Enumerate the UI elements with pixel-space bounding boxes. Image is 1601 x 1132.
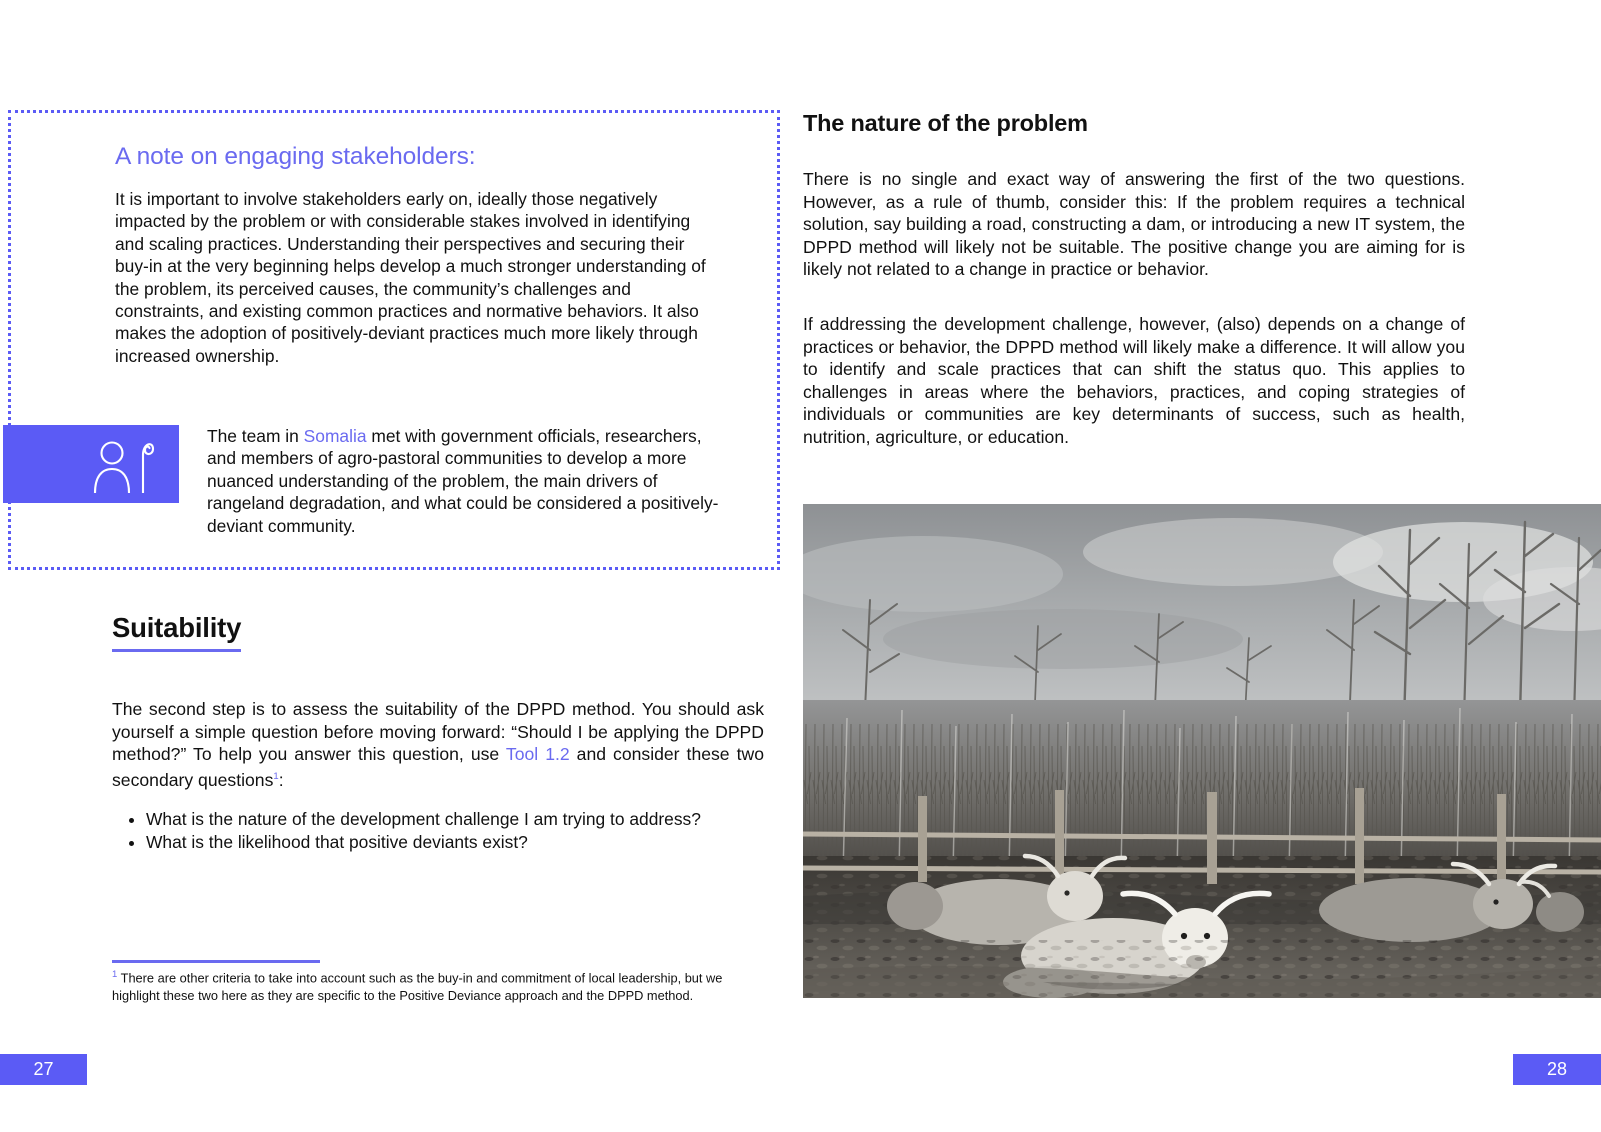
footnote-reference[interactable]: 1: [273, 770, 279, 782]
somalia-link[interactable]: Somalia: [303, 426, 367, 446]
footnote-body: There are other criteria to take into account such as the buy-in and commitment of local leadership, but we highlight these two here as they are specific to the Positive Deviance approach and the DPPD method.: [112, 970, 723, 1004]
example-text-before: The team in: [207, 426, 304, 446]
footnote-separator: [112, 960, 320, 963]
stakeholder-callout-box: [8, 110, 780, 570]
page-number-badge-right: 28: [1513, 1054, 1601, 1085]
pastoralist-with-staff-icon: [91, 437, 157, 493]
example-text-after: met with government officials, researchers, and members of agro-pastoral communities to develop a more nuanced understanding of the problem, the main drivers of rangeland degradation, and what could be considered a positively-deviant community.: [207, 426, 719, 536]
page-title: Suitability: [112, 612, 241, 652]
tool-1-2-link[interactable]: Tool 1.2: [505, 744, 570, 765]
callout-title: A note on engaging stakeholders:: [115, 143, 476, 170]
suitability-paragraph: [112, 698, 764, 791]
page-number-badge-left: 27: [0, 1054, 87, 1085]
right-paragraph-1: There is no single and exact way of answering the first of the two questions. However, as a rule of thumb, consider this: If the problem requires a technical solution, say building a road, constructing a dam, or introducing a new IT system, the DPPD method will likely not be suitable. The positive change you are aiming for is likely not related to a change in practice or behavior.: [803, 169, 1465, 280]
list-item: • What is the nature of the development challenge I am trying to address?: [146, 808, 786, 830]
right-paragraph-2: If addressing the development challenge, however, (also) depends on a change of practices or behavior, the DPPD method will likely make a difference. It will allow you to identify and scale practices that can shift the status quo. This applies to challenges in areas where the behaviors, practices, and coping strategies of individuals or communities are key determinants of success, such as health, nutrition, agriculture, or education.: [803, 314, 1465, 447]
list-item: • What is the likelihood that positive deviants exist?: [146, 831, 786, 853]
suitability-text-after: and consider these two secondary questions: [112, 744, 764, 790]
suitability-text-before: The second step is to assess the suitability of the DPPD method. You should ask yourself a simple question before moving forward: “Should I be applying the DPPD method?” To help you answer this question, use: [112, 699, 764, 765]
right-page-heading: The nature of the problem: [803, 110, 1088, 136]
suitability-text-tail: :: [278, 769, 284, 790]
grey-cattle-in-fenced-pasture-photo: [803, 504, 1601, 998]
pastoralist-icon-tile: [3, 425, 179, 503]
footnote-marker: 1: [112, 969, 118, 980]
secondary-questions-list: [112, 808, 786, 855]
somalia-example-text: [207, 425, 719, 537]
footnote-text: [112, 966, 760, 1005]
callout-body-text: It is important to involve stakeholders early on, ideally those negatively impacted by the problem or with considerable stakes involved in identifying and scaling practices. Understanding their perspectives and securing their buy-in at the very beginning helps develop a much stronger understanding of the problem, its perceived causes, the community’s challenges and constraints, and existing common practices and normative behaviors. It also makes the adoption of positively-deviant practices much more likely through increased ownership.: [115, 189, 706, 366]
left-page: [0, 0, 800, 1132]
